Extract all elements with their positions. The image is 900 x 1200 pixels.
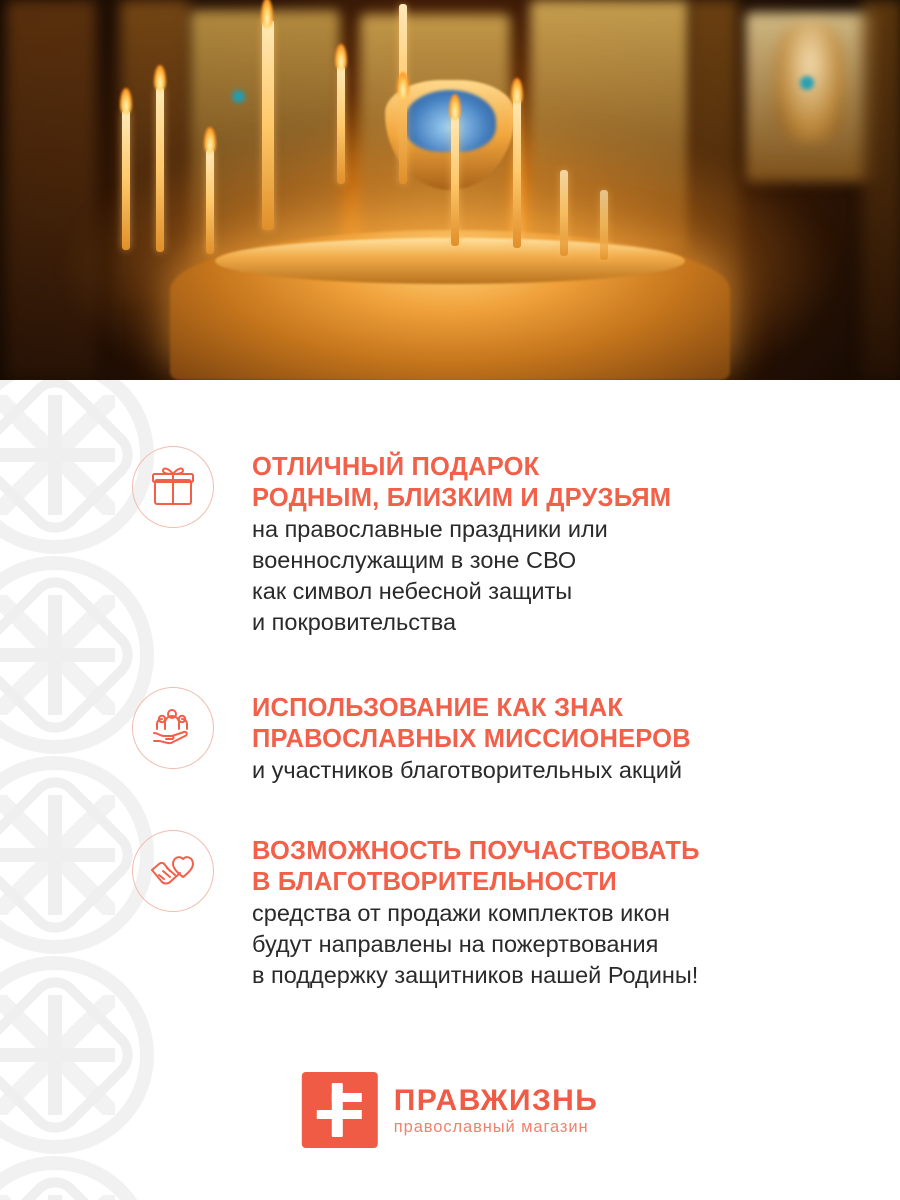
candle-flame [335, 44, 347, 70]
feature-text [252, 830, 700, 991]
feature-body-line: как символ небесной защиты [252, 578, 573, 604]
brand-text [394, 1084, 598, 1137]
candle [122, 110, 130, 250]
feature-title-line: В БЛАГОТВОРИТЕЛЬНОСТИ [252, 868, 617, 896]
brand-tagline: православный магазин [393, 1117, 589, 1136]
feature-item-missionary [132, 687, 691, 786]
decor-column [862, 0, 900, 380]
candle-flame [511, 78, 523, 104]
candle-flame [397, 72, 409, 98]
hero-photo [0, 0, 900, 380]
handshake-heart-icon [132, 830, 214, 912]
candle [156, 87, 164, 252]
feature-body-line: на православные праздники или [252, 516, 608, 542]
feature-item-gift [132, 446, 671, 638]
decor-teal-light [800, 76, 814, 90]
feature-text [252, 446, 671, 638]
cross-logo-icon [302, 1072, 378, 1148]
feature-text [252, 687, 691, 786]
feature-body-line: в поддержку защитников нашей Родины! [252, 962, 699, 988]
candle [451, 116, 459, 246]
feature-title-line: ОТЛИЧНЫЙ ПОДАРОК [252, 453, 540, 481]
gift-icon [132, 446, 214, 528]
candle-stand-top [215, 238, 685, 284]
candle-flame [449, 94, 461, 120]
feature-item-charity [132, 830, 700, 991]
candle-flame [120, 88, 132, 114]
feature-body-line: и участников благотворительных акций [252, 757, 682, 783]
feature-title-line: ПРАВОСЛАВНЫХ МИССИОНЕРОВ [252, 725, 691, 753]
candle [560, 170, 568, 256]
candle [513, 96, 521, 248]
feature-body-line: будут направлены на пожертвования [252, 931, 659, 957]
feature-body-line: военнослужащим в зоне СВО [252, 547, 577, 573]
candle [262, 20, 274, 230]
candle-flame [204, 127, 216, 153]
decor-teal-light [232, 90, 245, 103]
feature-body-line: и покровительства [252, 609, 457, 635]
brand-name: ПРАВЖИЗНЬ [393, 1083, 599, 1117]
candle [600, 190, 608, 260]
feature-title-line: ВОЗМОЖНОСТЬ ПОУЧАСТВОВАТЬ [252, 837, 700, 865]
feature-title-line: РОДНЫМ, БЛИЗКИМ И ДРУЗЬЯМ [252, 484, 672, 512]
feature-title-line: ИСПОЛЬЗОВАНИЕ КАК ЗНАК [252, 694, 624, 722]
features-section [0, 380, 900, 1200]
candle [206, 149, 214, 254]
brand-logo [302, 1072, 598, 1148]
candle-flame [154, 65, 166, 91]
candle-flame [261, 0, 273, 28]
hand-people-icon [132, 687, 214, 769]
candle [337, 66, 345, 184]
feature-body-line: средства от продажи комплектов икон [252, 900, 670, 926]
